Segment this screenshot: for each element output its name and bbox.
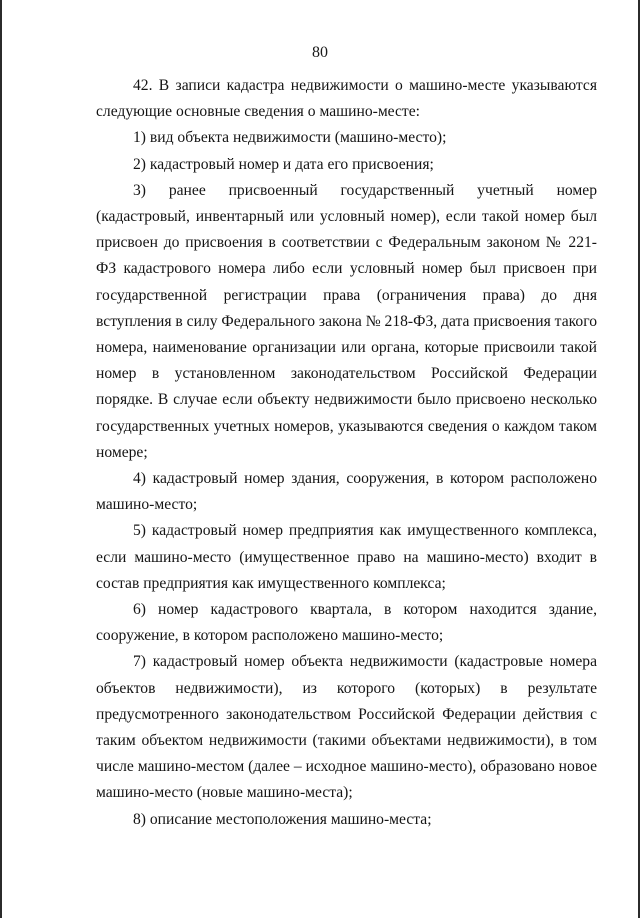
- list-item-5: 5) кадастровый номер предприятия как имущественного комплекса, если машино-место (имущественное право на машино-место) входит в состав предприятия как имущественного комплекса;: [96, 522, 597, 592]
- list-item-8: 8) описание местоположения машино-места;: [133, 810, 432, 828]
- document-body: [96, 73, 597, 833]
- page-number: 80: [312, 44, 328, 61]
- list-item-4: 4) кадастровый номер здания, сооружения, в котором расположено машино-место;: [96, 470, 597, 514]
- list-item-2: 2) кадастровый номер и дата его присвоения;: [133, 155, 434, 173]
- list-item-6: 6) номер кадастрового квартала, в котором находится здание, сооружение, в котором расположено машино-место;: [96, 601, 597, 645]
- paragraph-item-42: 42. В записи кадастра недвижимости о машино-месте указываются следующие основные сведения о машино-месте:: [96, 77, 597, 121]
- scan-edge-left: [0, 0, 2, 918]
- list-item-3: 3) ранее присвоенный государственный учетный номер (кадастровый, инвентарный или условный номер), если такой номер был присвоен до присвоения в соответствии с Федеральным законом № 221-ФЗ кадастрового номера либо если условный номер был присвоен при государственной регистрации права (ограничения права) до дня вступления в силу Федерального закона № 218-ФЗ, дата присвоения такого номера, наименование организации или органа, которые присвоили такой номер в установленном законодательством Российской Федерации порядке. В случае если объекту недвижимости было присвоено несколько государственных учетных номеров, указываются сведения о каждом таком номере;: [96, 181, 597, 461]
- list-item-1: 1) вид объекта недвижимости (машино-место);: [133, 129, 447, 147]
- list-item-7: 7) кадастровый номер объекта недвижимости (кадастровые номера объектов недвижимости), из которого (которых) в результате предусмотренного законодательством Российской Федерации действия с таким объектом недвижимости (такими объектами недвижимости), в том числе машино-местом (далее – исходное машино-место), образовано новое машино-место (новые машино-места);: [96, 653, 597, 802]
